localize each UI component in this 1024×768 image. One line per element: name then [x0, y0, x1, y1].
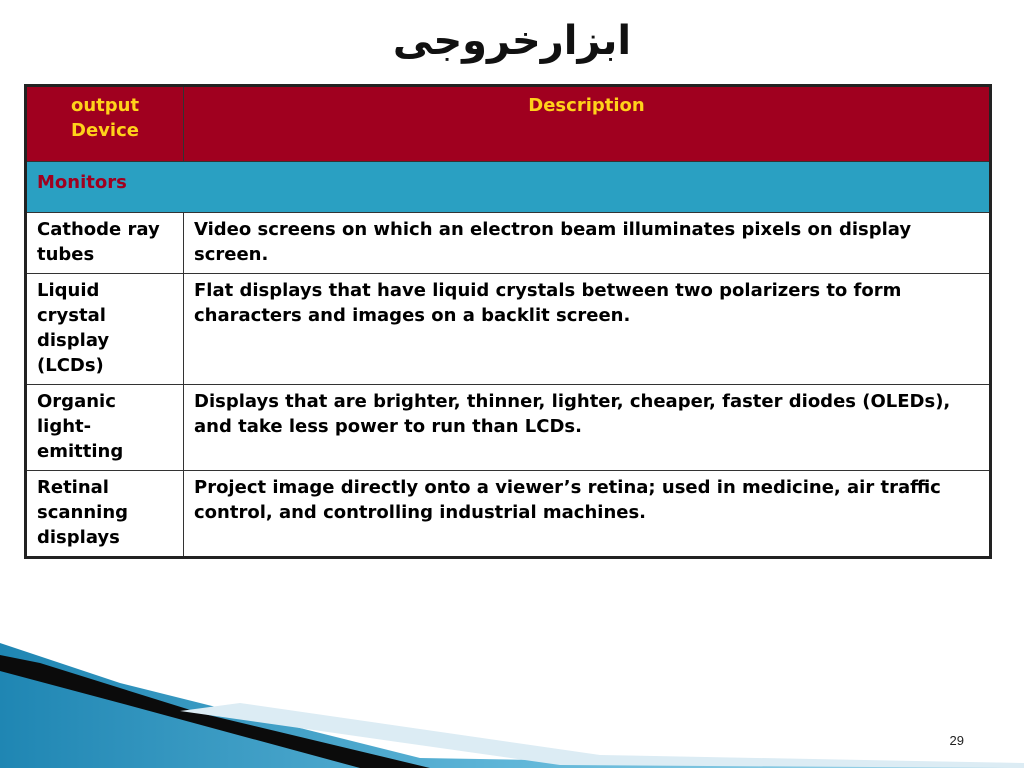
header-description: Description: [184, 86, 991, 162]
table-row: [26, 385, 991, 471]
table-header-row: [26, 86, 991, 162]
header-output-device: output Device: [26, 86, 184, 162]
table-row: [26, 213, 991, 274]
table-row: [26, 274, 991, 385]
page-number: 29: [949, 733, 964, 748]
device-cell: Retinal scanning displays: [26, 471, 184, 558]
table-row: [26, 471, 991, 558]
output-devices-table-container: [24, 84, 992, 559]
group-label: Monitors: [26, 162, 991, 213]
group-row-monitors: [26, 162, 991, 213]
device-cell: Liquid crystal display (LCDs): [26, 274, 184, 385]
slide-title: ابزارخروجی: [392, 18, 632, 64]
description-cell: Displays that are brighter, thinner, lighter, cheaper, faster diodes (OLEDs), and take less power to run than LCDs.: [184, 385, 991, 471]
description-cell: Project image directly onto a viewer’s retina; used in medicine, air traffic control, and controlling industrial machines.: [184, 471, 991, 558]
output-devices-table: [24, 84, 992, 559]
slide-decoration-swoosh: [0, 643, 1024, 768]
description-cell: Flat displays that have liquid crystals between two polarizers to form characters and images on a backlit screen.: [184, 274, 991, 385]
device-cell: Organic light-emitting: [26, 385, 184, 471]
description-cell: Video screens on which an electron beam illuminates pixels on display screen.: [184, 213, 991, 274]
device-cell: Cathode ray tubes: [26, 213, 184, 274]
